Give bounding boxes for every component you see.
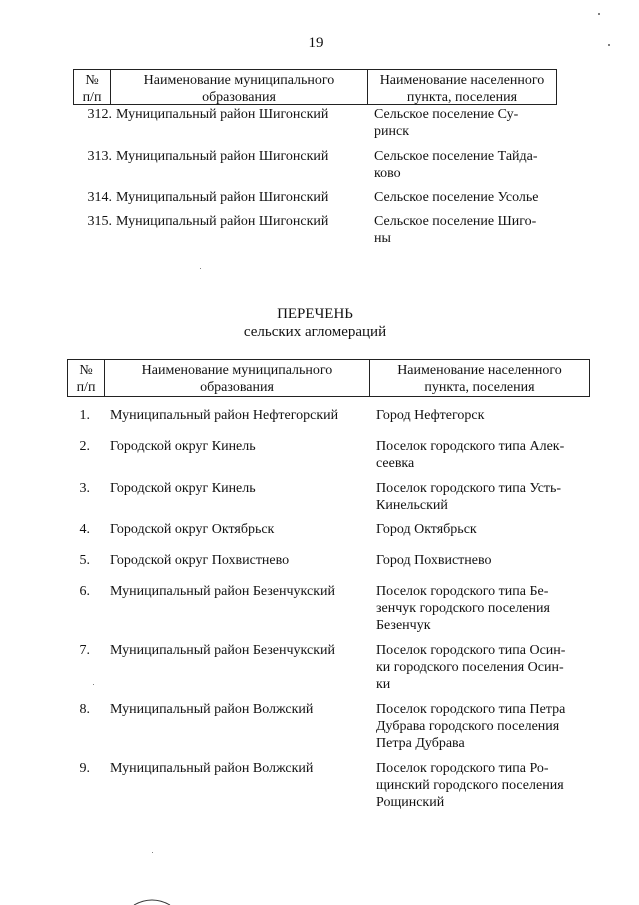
row-number: 3. — [79, 481, 90, 496]
row-settlement: Город Октябрьск — [376, 522, 477, 537]
row-number: 4. — [79, 522, 90, 537]
row-municipality: Городской округ Похвистнево — [110, 553, 290, 568]
row-municipality: Муниципальный район Нефтегорский — [110, 408, 339, 423]
row-number: 8. — [79, 702, 90, 717]
table2-header-settlement: Наименование населенного пункта, поселения — [369, 359, 590, 397]
row-settlement: Сельское поселение Су- ринск — [374, 107, 519, 139]
section-title: ПЕРЕЧЕНЬ — [277, 306, 353, 322]
row-municipality: Муниципальный район Безенчукский — [110, 643, 336, 658]
row-number: 313. — [87, 149, 112, 164]
row-number: 6. — [79, 584, 90, 599]
section-subtitle: сельских агломераций — [243, 324, 387, 340]
row-municipality: Городской округ Кинель — [110, 481, 256, 496]
table2-header-num: № п/п — [67, 359, 105, 397]
row-municipality: Муниципальный район Шигонский — [116, 149, 329, 164]
table1-header-num: № п/п — [73, 69, 111, 105]
stamp-edge-icon — [132, 897, 172, 905]
row-number: 9. — [79, 761, 90, 776]
row-municipality: Муниципальный район Волжский — [110, 761, 314, 776]
scan-speck — [598, 13, 600, 15]
row-number: 2. — [79, 439, 90, 454]
row-municipality: Муниципальный район Шигонский — [116, 214, 329, 229]
row-number: 312. — [87, 107, 112, 122]
page-number: 19 — [308, 35, 324, 51]
row-settlement: Поселок городского типа Бе- зенчук городского поселения Безенчук — [376, 584, 550, 633]
row-number: 5. — [79, 553, 90, 568]
row-settlement: Поселок городского типа Осин- ки городского поселения Осин- ки — [376, 643, 566, 692]
scan-speck — [608, 44, 610, 46]
row-municipality: Городской округ Кинель — [110, 439, 256, 454]
table1-header-settlement: Наименование населенного пункта, поселения — [367, 69, 557, 105]
row-number: 315. — [87, 214, 112, 229]
table1-header-municipality: Наименование муниципального образования — [110, 69, 368, 105]
row-municipality: Муниципальный район Шигонский — [116, 107, 329, 122]
row-settlement: Город Нефтегорск — [376, 408, 485, 423]
row-settlement: Сельское поселение Тайда- ково — [374, 149, 538, 181]
row-municipality: Муниципальный район Безенчукский — [110, 584, 336, 599]
row-municipality: Муниципальный район Шигонский — [116, 190, 329, 205]
row-municipality: Городской округ Октябрьск — [110, 522, 275, 537]
row-number: 314. — [87, 190, 112, 205]
scan-speck — [200, 268, 201, 269]
row-municipality: Муниципальный район Волжский — [110, 702, 314, 717]
row-settlement: Поселок городского типа Алек- сеевка — [376, 439, 565, 471]
scan-speck — [152, 852, 153, 853]
row-number: 7. — [79, 643, 90, 658]
row-settlement: Сельское поселение Усолье — [374, 190, 539, 205]
scan-speck — [93, 684, 94, 685]
row-settlement: Город Похвистнево — [376, 553, 492, 568]
row-settlement: Поселок городского типа Усть- Кинельский — [376, 481, 562, 513]
row-settlement: Поселок городского типа Ро- щинский городского поселения Рощинский — [376, 761, 564, 810]
table2-header-municipality: Наименование муниципального образования — [104, 359, 370, 397]
row-settlement: Поселок городского типа Петра Дубрава городского поселения Петра Дубрава — [376, 702, 566, 751]
row-settlement: Сельское поселение Шиго- ны — [374, 214, 537, 246]
row-number: 1. — [79, 408, 90, 423]
